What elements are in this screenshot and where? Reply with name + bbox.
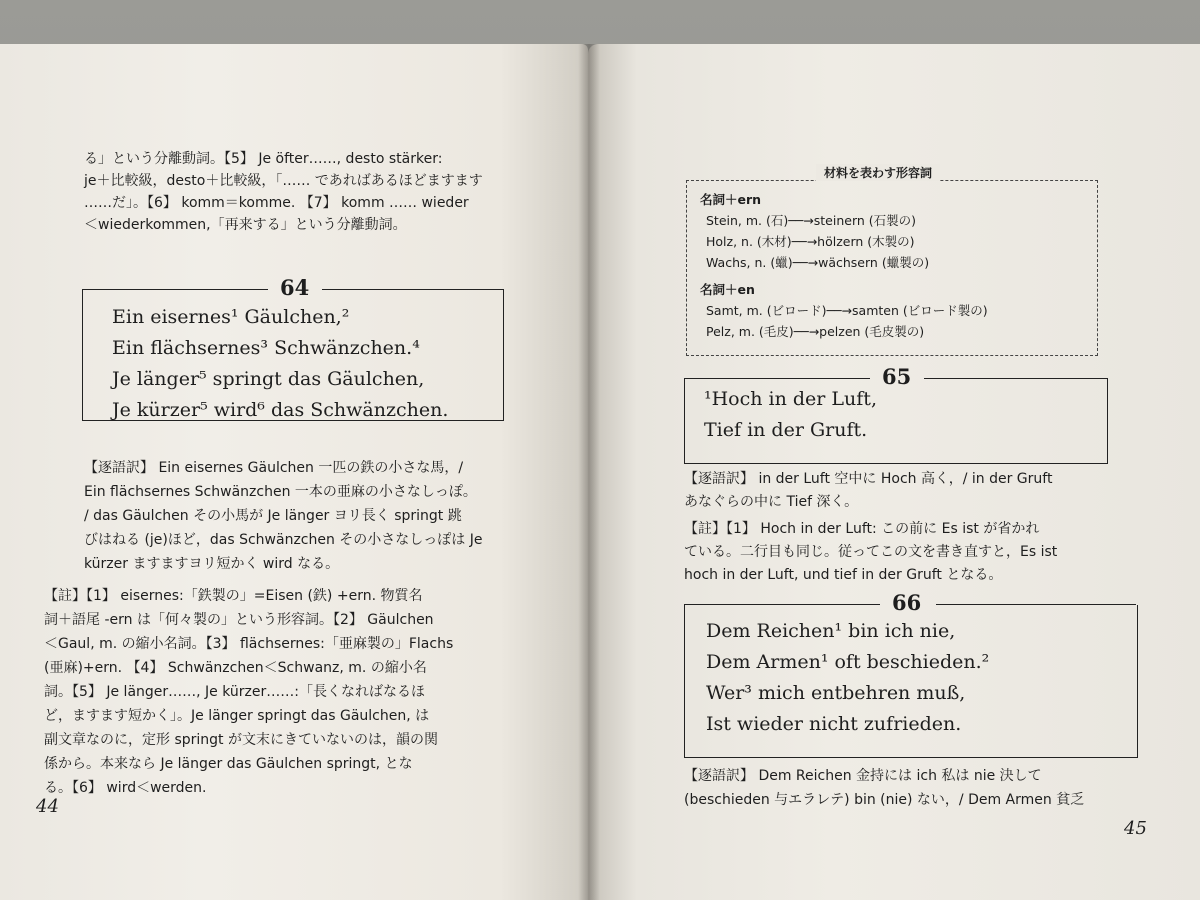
- left-page: [0, 44, 588, 900]
- poem-line: Dem Armen¹ oft beschieden.²: [706, 651, 990, 673]
- left-top-line: ＜wiederkommen,「再来する」という分離動詞。: [84, 217, 407, 233]
- poem-line: Je länger⁵ springt das Gäulchen,: [112, 368, 425, 390]
- note-line: hoch in der Luft, und tief in der Gruft となる。: [684, 567, 1003, 583]
- poem-line: Ein eisernes¹ Gäulchen,²: [112, 306, 350, 328]
- poem-line: Ist wieder nicht zufrieden.: [706, 713, 962, 735]
- vocab-title: 材料を表わす形容詞: [816, 164, 940, 181]
- vocab-item: Wachs, n. (蠟)──→wächsern (蠟製の): [706, 255, 930, 270]
- notes-65: [684, 518, 1124, 587]
- vocab-item: Samt, m. (ビロード)──→samten (ビロード製の): [706, 303, 988, 318]
- note-line: ど，ますます短かく」。Je länger springt das Gäulchen, は: [44, 708, 430, 724]
- translation-line: 【逐語訳】 Dem Reichen 金持には ich 私は nie 決して: [684, 768, 1042, 784]
- notes-64: [44, 584, 524, 800]
- note-line: る。【6】 wird＜werden.: [44, 780, 207, 796]
- translation-line: Ein flächsernes Schwänzchen 一本の亜麻の小さなしっぽ。: [84, 484, 477, 500]
- poem-64: [112, 302, 492, 426]
- right-page: [588, 44, 1200, 900]
- note-line: 詞。【5】 Je länger……, Je kürzer……:「長くなればなるほ: [44, 684, 425, 700]
- translation-66: [684, 764, 1154, 812]
- translation-line: (beschieden 与エラレテ) bin (nie) ない，/ Dem Armen 貧乏: [684, 792, 1085, 808]
- translation-line: / das Gäulchen その小馬が Je länger ヨリ長く springt 跳: [84, 508, 462, 524]
- translation-line: びはねる (je)ほど，das Schwänzchen その小さなしっぽは Je: [84, 532, 483, 548]
- open-book: [0, 44, 1200, 900]
- poem-line: Wer³ mich entbehren muß,: [706, 682, 966, 704]
- poem-line: Ein flächsernes³ Schwänzchen.⁴: [112, 337, 420, 359]
- note-line: 係から。本来なら Je länger das Gäulchen springt, とな: [44, 756, 413, 772]
- page-number-right: 45: [1124, 818, 1147, 839]
- left-top-notes: [84, 148, 524, 236]
- poem-65-number: 65: [882, 364, 912, 389]
- vocab-item: Holz, n. (木材)──→hölzern (木製の): [706, 234, 915, 249]
- left-top-line: ……だ」。【6】 komm＝komme. 【7】 komm …… wieder: [84, 195, 469, 211]
- note-line: 詞＋語尾 -ern は「何々製の」という形容詞。【2】 Gäulchen: [44, 612, 434, 628]
- poem-line: Tief in der Gruft.: [704, 419, 868, 441]
- poem-line: ¹Hoch in der Luft,: [704, 388, 877, 410]
- note-line: ＜Gaul, m. の縮小名詞。【3】 flächsernes:「亜麻製の」Flachs: [44, 636, 454, 652]
- note-line: ている。二行目も同じ。従ってこの文を書き直すと，Es ist: [684, 544, 1058, 560]
- poem-65: [704, 384, 877, 446]
- translation-line: 【逐語訳】 in der Luft 空中に Hoch 高く，/ in der Gruft: [684, 471, 1053, 487]
- poem-66-number: 66: [892, 590, 922, 615]
- poem-66: [706, 616, 989, 740]
- left-top-line: る」という分離動詞。【5】 Je öfter……, desto stärker:: [84, 151, 443, 167]
- poem-line: Je kürzer⁵ wird⁶ das Schwänzchen.: [112, 399, 449, 421]
- note-line: 【註】【1】 eisernes:「鉄製の」=Eisen (鉄) +ern. 物質名: [44, 588, 423, 604]
- vocab-item: Pelz, m. (毛皮)──→pelzen (毛皮製の): [706, 324, 925, 339]
- note-line: 副文章なのに，定形 springt が文末にきていないのは，韻の関: [44, 732, 438, 748]
- vocab-list: [700, 189, 1090, 342]
- page-number-left: 44: [36, 796, 59, 817]
- vocab-group-heading: 名詞＋en: [700, 282, 755, 297]
- poem-line: Dem Reichen¹ bin ich nie,: [706, 620, 956, 642]
- poem-64-number: 64: [280, 275, 310, 300]
- vocab-item: Stein, m. (石)──→steinern (石製の): [706, 213, 917, 228]
- translation-line: あなぐらの中に Tief 深く。: [684, 494, 859, 510]
- book-gutter: [578, 44, 600, 900]
- translation-65: [684, 468, 1124, 514]
- vocab-group-heading: 名詞＋ern: [700, 192, 762, 207]
- translation-line: 【逐語訳】 Ein eisernes Gäulchen 一匹の鉄の小さな馬，/: [84, 460, 464, 476]
- translation-64: [84, 456, 534, 576]
- note-line: 【註】【1】 Hoch in der Luft: この前に Es ist が省かれ: [684, 521, 1040, 537]
- left-top-line: je＋比較級，desto＋比較級，「…… であればあるほどますます: [84, 173, 483, 189]
- note-line: (亜麻)+ern. 【4】 Schwänzchen＜Schwanz, m. の縮小名: [44, 660, 427, 676]
- translation-line: kürzer ますますヨリ短かく wird なる。: [84, 556, 340, 572]
